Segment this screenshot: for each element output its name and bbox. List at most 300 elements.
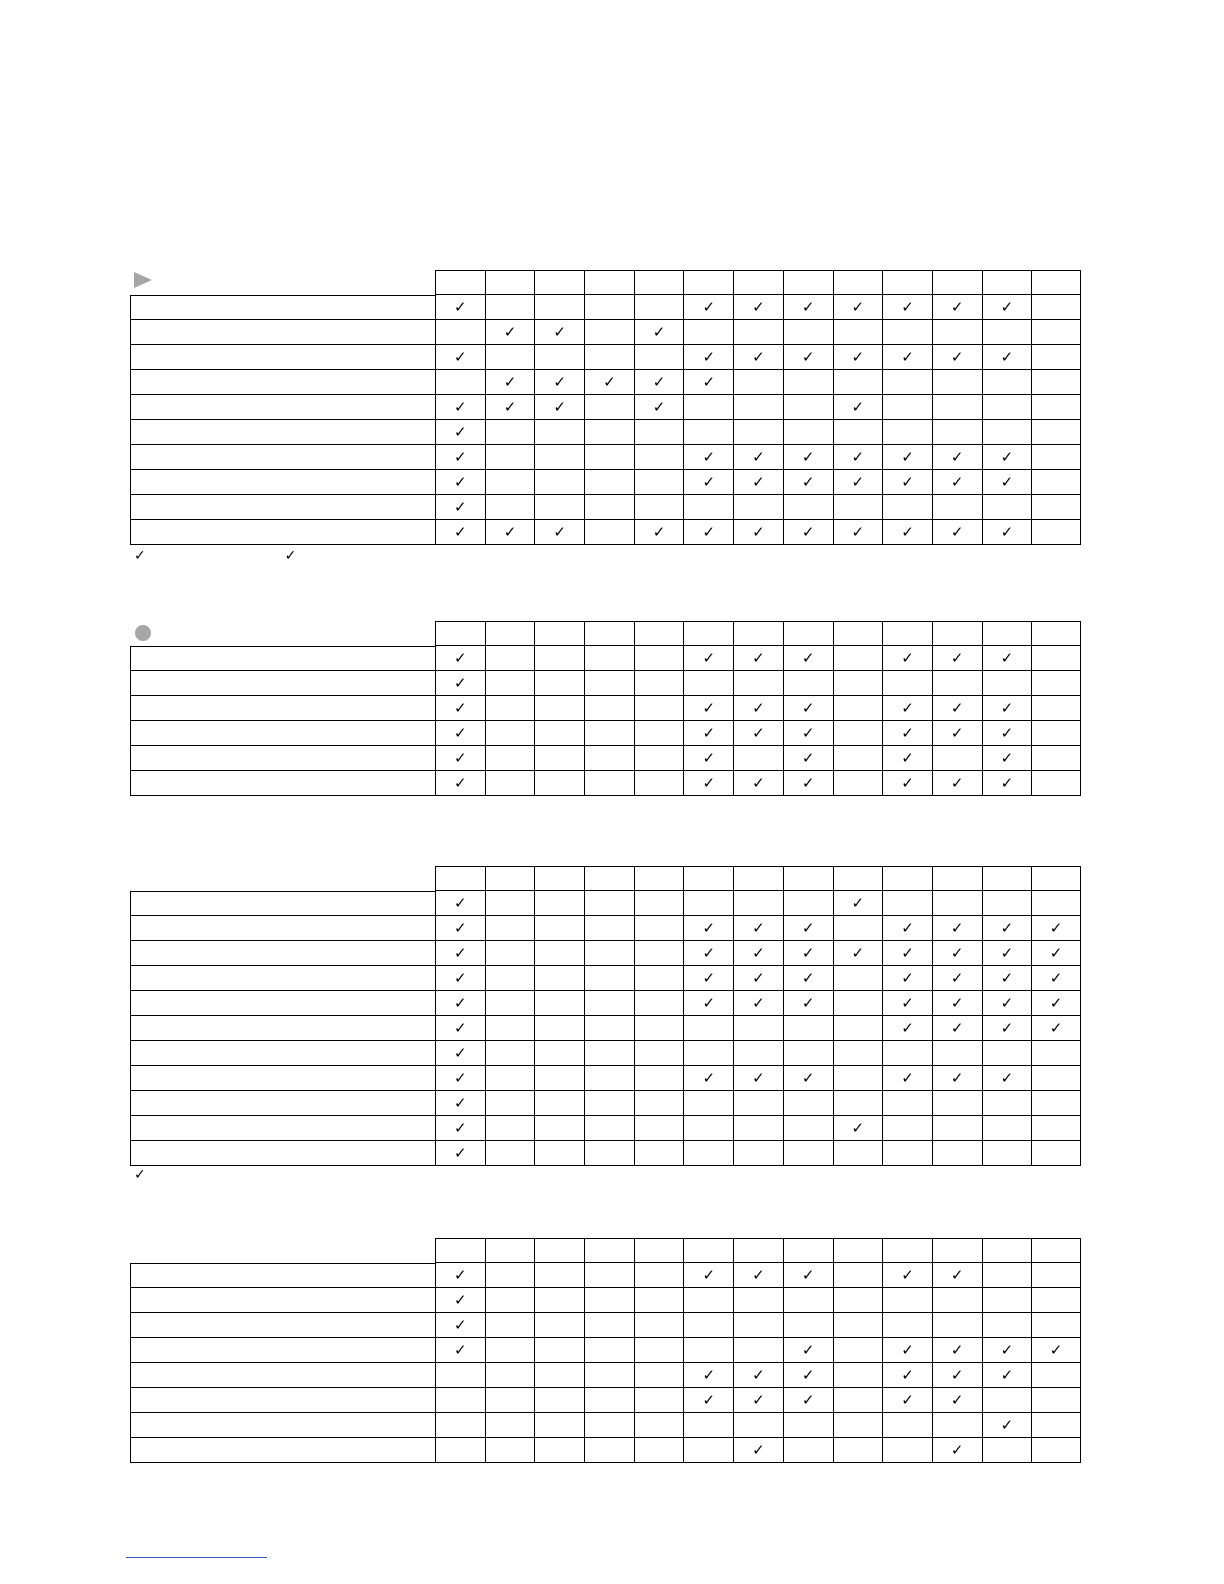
empty-cell — [634, 1066, 684, 1091]
empty-cell — [1031, 1116, 1081, 1141]
header-cell — [932, 866, 982, 891]
empty-cell — [683, 891, 733, 916]
check-cell — [882, 520, 932, 545]
check-icon: ✓ — [950, 1365, 964, 1384]
table-row — [130, 721, 1081, 746]
check-icon: ✓ — [454, 943, 467, 962]
check-icon: ✓ — [801, 943, 815, 962]
empty-cell — [634, 696, 684, 721]
empty-cell — [584, 991, 634, 1016]
check-icon: ✓ — [950, 1265, 964, 1284]
check-cell — [783, 771, 833, 796]
empty-cell — [982, 320, 1032, 345]
check-cell — [733, 646, 783, 671]
check-cell — [932, 1438, 982, 1463]
check-cell — [882, 771, 932, 796]
empty-cell — [833, 1413, 883, 1438]
check-cell — [1031, 991, 1081, 1016]
header-cell — [882, 1238, 932, 1263]
check-cell — [882, 1338, 932, 1363]
check-cell — [932, 1066, 982, 1091]
table-row — [130, 916, 1081, 941]
empty-cell — [584, 1116, 634, 1141]
empty-cell — [534, 1388, 584, 1413]
check-cell — [932, 771, 982, 796]
check-cell — [882, 746, 932, 771]
check-icon: ✓ — [752, 993, 765, 1012]
check-cell — [534, 320, 584, 345]
check-cell — [683, 345, 733, 370]
check-icon: ✓ — [702, 372, 716, 391]
header-cell — [485, 1238, 535, 1263]
empty-cell — [882, 495, 932, 520]
row-label — [130, 1141, 435, 1166]
row-label — [130, 1263, 435, 1288]
check-cell — [435, 1313, 485, 1338]
check-icon: ✓ — [1000, 698, 1014, 717]
empty-cell — [833, 696, 883, 721]
check-icon: ✓ — [1000, 1018, 1014, 1037]
row-label — [130, 671, 435, 696]
row-label — [130, 495, 435, 520]
empty-cell — [534, 696, 584, 721]
check-cell — [982, 345, 1032, 370]
check-cell — [733, 520, 783, 545]
empty-cell — [584, 1066, 634, 1091]
check-cell — [982, 916, 1032, 941]
row-label — [130, 1338, 435, 1363]
table-row — [130, 1288, 1081, 1313]
empty-cell — [982, 1263, 1032, 1288]
header-cell — [1031, 621, 1081, 646]
check-icon: ✓ — [454, 497, 467, 516]
empty-cell — [584, 1091, 634, 1116]
check-icon: ✓ — [454, 297, 467, 316]
check-cell — [435, 1066, 485, 1091]
empty-cell — [485, 1116, 535, 1141]
empty-cell — [733, 1041, 783, 1066]
empty-cell — [534, 1263, 584, 1288]
check-cell — [733, 445, 783, 470]
check-cell — [733, 1363, 783, 1388]
table-header-row — [130, 621, 1081, 646]
check-cell — [683, 445, 733, 470]
check-icon: ✓ — [901, 1365, 914, 1384]
empty-cell — [733, 1016, 783, 1041]
check-cell — [783, 966, 833, 991]
row-label — [130, 1438, 435, 1463]
check-icon: ✓ — [752, 347, 765, 366]
check-icon: ✓ — [1000, 472, 1014, 491]
check-icon: ✓ — [950, 648, 964, 667]
empty-cell — [1031, 1438, 1081, 1463]
check-icon: ✓ — [901, 968, 914, 987]
check-icon: ✓ — [851, 1118, 865, 1137]
empty-cell — [485, 295, 535, 320]
check-icon: ✓ — [1049, 1340, 1063, 1359]
check-icon: ✓ — [1000, 447, 1014, 466]
empty-cell — [534, 495, 584, 520]
check-cell — [435, 295, 485, 320]
row-label — [130, 420, 435, 445]
empty-cell — [932, 1288, 982, 1313]
check-icon: ✓ — [1049, 993, 1063, 1012]
empty-cell — [634, 1116, 684, 1141]
check-cell — [485, 520, 535, 545]
empty-cell — [634, 966, 684, 991]
header-cell — [584, 621, 634, 646]
check-cell — [1031, 966, 1081, 991]
empty-cell — [634, 1141, 684, 1166]
table-row — [130, 1388, 1081, 1413]
check-cell — [783, 1263, 833, 1288]
table-row — [130, 1091, 1081, 1116]
check-cell — [683, 295, 733, 320]
check-cell — [435, 646, 485, 671]
empty-cell — [634, 470, 684, 495]
row-label — [130, 991, 435, 1016]
check-cell — [932, 1263, 982, 1288]
empty-cell — [882, 370, 932, 395]
empty-cell — [534, 721, 584, 746]
check-cell — [435, 1288, 485, 1313]
check-cell — [435, 771, 485, 796]
check-icon: ✓ — [801, 1265, 815, 1284]
check-icon: ✓ — [1000, 347, 1014, 366]
row-label — [130, 1016, 435, 1041]
check-cell — [1031, 916, 1081, 941]
check-icon: ✓ — [801, 748, 815, 767]
check-icon: ✓ — [652, 322, 666, 341]
check-cell — [932, 941, 982, 966]
header-cell — [733, 1238, 783, 1263]
empty-cell — [435, 1413, 485, 1438]
check-cell — [982, 445, 1032, 470]
check-cell — [683, 520, 733, 545]
empty-cell — [584, 420, 634, 445]
check-cell — [882, 1016, 932, 1041]
table-row — [130, 520, 1081, 545]
check-icon: ✓ — [801, 1390, 815, 1409]
check-icon: ✓ — [454, 1290, 467, 1309]
empty-cell — [833, 320, 883, 345]
empty-cell — [584, 295, 634, 320]
table-row — [130, 470, 1081, 495]
checklist-table-1 — [130, 270, 1081, 545]
check-cell — [932, 721, 982, 746]
header-cell — [833, 1238, 883, 1263]
check-cell — [833, 891, 883, 916]
empty-cell — [833, 370, 883, 395]
empty-cell — [435, 370, 485, 395]
row-label — [130, 295, 435, 320]
empty-cell — [932, 420, 982, 445]
check-cell — [882, 1066, 932, 1091]
empty-cell — [1031, 1066, 1081, 1091]
check-icon: ✓ — [1049, 968, 1063, 987]
empty-cell — [435, 1363, 485, 1388]
empty-cell — [1031, 1041, 1081, 1066]
empty-cell — [485, 1363, 535, 1388]
table-row — [130, 445, 1081, 470]
empty-cell — [1031, 1141, 1081, 1166]
header-cell — [634, 621, 684, 646]
check-icon: ✓ — [553, 372, 566, 391]
check-icon: ✓ — [950, 297, 964, 316]
row-label — [130, 1413, 435, 1438]
row-label — [130, 445, 435, 470]
row-label — [130, 916, 435, 941]
empty-cell — [783, 1016, 833, 1041]
row-label — [130, 1116, 435, 1141]
check-icon: ✓ — [901, 1018, 914, 1037]
row-label — [130, 1066, 435, 1091]
table-header-row — [130, 270, 1081, 295]
row-label — [130, 966, 435, 991]
check-cell — [1031, 1338, 1081, 1363]
check-cell — [435, 891, 485, 916]
empty-cell — [733, 1116, 783, 1141]
check-icon: ✓ — [950, 472, 964, 491]
row-label — [130, 646, 435, 671]
check-cell — [882, 470, 932, 495]
check-cell — [683, 370, 733, 395]
header-cell — [882, 621, 932, 646]
check-icon: ✓ — [901, 347, 914, 366]
empty-cell — [733, 1313, 783, 1338]
footer-link-underline — [126, 1557, 267, 1558]
empty-cell — [584, 1388, 634, 1413]
check-cell — [683, 966, 733, 991]
empty-cell — [584, 445, 634, 470]
check-icon: ✓ — [801, 472, 815, 491]
empty-cell — [833, 1363, 883, 1388]
header-label — [130, 866, 435, 891]
check-cell — [683, 746, 733, 771]
check-icon: ✓ — [702, 648, 716, 667]
empty-cell — [932, 495, 982, 520]
empty-cell — [584, 495, 634, 520]
row-label — [130, 1363, 435, 1388]
header-cell — [634, 1238, 684, 1263]
check-icon: ✓ — [950, 943, 964, 962]
check-cell — [435, 395, 485, 420]
check-icon: ✓ — [752, 648, 765, 667]
check-cell — [435, 1116, 485, 1141]
row-label — [130, 941, 435, 966]
check-icon: ✓ — [901, 648, 914, 667]
check-cell — [783, 916, 833, 941]
check-cell — [932, 991, 982, 1016]
legend-1 — [134, 549, 296, 563]
check-icon: ✓ — [950, 1440, 964, 1459]
empty-cell — [485, 1263, 535, 1288]
check-icon: ✓ — [901, 1340, 914, 1359]
empty-cell — [534, 941, 584, 966]
empty-cell — [733, 495, 783, 520]
empty-cell — [982, 1091, 1032, 1116]
check-cell — [783, 696, 833, 721]
check-cell — [683, 916, 733, 941]
empty-cell — [982, 420, 1032, 445]
check-icon: ✓ — [702, 1068, 716, 1087]
empty-cell — [683, 1313, 733, 1338]
empty-cell — [882, 1116, 932, 1141]
check-icon: ✓ — [454, 1118, 467, 1137]
empty-cell — [833, 991, 883, 1016]
check-icon: ✓ — [950, 1390, 964, 1409]
check-cell — [683, 1363, 733, 1388]
check-icon: ✓ — [801, 993, 815, 1012]
check-icon: ✓ — [454, 522, 467, 541]
check-cell — [982, 696, 1032, 721]
header-cell — [683, 1238, 733, 1263]
empty-cell — [485, 1016, 535, 1041]
check-icon: ✓ — [1000, 522, 1014, 541]
empty-cell — [733, 746, 783, 771]
check-cell — [932, 470, 982, 495]
check-icon: ✓ — [553, 397, 566, 416]
checklist-table-2 — [130, 621, 1081, 796]
empty-cell — [932, 1116, 982, 1141]
check-icon: ✓ — [801, 1365, 815, 1384]
empty-cell — [1031, 721, 1081, 746]
header-cell — [932, 270, 982, 295]
empty-cell — [584, 320, 634, 345]
check-icon: ✓ — [1049, 943, 1063, 962]
check-icon: ✓ — [950, 522, 964, 541]
empty-cell — [733, 1141, 783, 1166]
check-icon: ✓ — [454, 1143, 467, 1162]
header-cell — [783, 866, 833, 891]
check-icon: ✓ — [901, 522, 914, 541]
check-cell — [435, 991, 485, 1016]
check-icon: ✓ — [702, 968, 716, 987]
check-cell — [534, 520, 584, 545]
check-icon: ✓ — [553, 322, 566, 341]
empty-cell — [634, 295, 684, 320]
empty-cell — [584, 1313, 634, 1338]
empty-cell — [485, 966, 535, 991]
empty-cell — [932, 370, 982, 395]
check-cell — [435, 345, 485, 370]
check-icon: ✓ — [454, 773, 467, 792]
header-cell — [733, 621, 783, 646]
empty-cell — [882, 395, 932, 420]
empty-cell — [634, 345, 684, 370]
check-cell — [783, 746, 833, 771]
check-cell — [982, 991, 1032, 1016]
empty-cell — [634, 1041, 684, 1066]
check-cell — [1031, 941, 1081, 966]
legend-3 — [134, 1168, 146, 1182]
check-cell — [882, 345, 932, 370]
check-icon: ✓ — [702, 472, 716, 491]
empty-cell — [932, 891, 982, 916]
check-icon: ✓ — [503, 322, 517, 341]
check-cell — [982, 295, 1032, 320]
table-row — [130, 1438, 1081, 1463]
check-cell — [733, 1263, 783, 1288]
table-header-row — [130, 866, 1081, 891]
empty-cell — [683, 671, 733, 696]
check-icon: ✓ — [950, 1068, 964, 1087]
check-cell — [783, 1363, 833, 1388]
check-cell — [932, 646, 982, 671]
header-cell — [683, 270, 733, 295]
empty-cell — [1031, 771, 1081, 796]
empty-cell — [783, 1438, 833, 1463]
check-icon: ✓ — [801, 698, 815, 717]
empty-cell — [882, 1438, 932, 1463]
empty-cell — [882, 1041, 932, 1066]
empty-cell — [485, 991, 535, 1016]
table-row — [130, 395, 1081, 420]
check-cell — [932, 1363, 982, 1388]
empty-cell — [485, 891, 535, 916]
empty-cell — [485, 345, 535, 370]
check-icon: ✓ — [851, 297, 865, 316]
legend-check-mark: ✓ — [284, 548, 297, 564]
empty-cell — [833, 495, 883, 520]
row-label — [130, 891, 435, 916]
check-icon: ✓ — [1000, 297, 1014, 316]
check-icon: ✓ — [454, 993, 467, 1012]
empty-cell — [882, 1091, 932, 1116]
row-label — [130, 470, 435, 495]
row-label — [130, 746, 435, 771]
header-cell — [534, 1238, 584, 1263]
check-cell — [783, 1066, 833, 1091]
empty-cell — [485, 1288, 535, 1313]
check-icon: ✓ — [752, 1265, 765, 1284]
header-cell — [882, 866, 932, 891]
empty-cell — [733, 671, 783, 696]
empty-cell — [1031, 1263, 1081, 1288]
empty-cell — [485, 646, 535, 671]
check-cell — [882, 295, 932, 320]
check-cell — [833, 295, 883, 320]
check-icon: ✓ — [1000, 1365, 1014, 1384]
check-icon: ✓ — [801, 347, 815, 366]
header-cell — [584, 270, 634, 295]
check-icon: ✓ — [801, 447, 815, 466]
check-icon: ✓ — [702, 447, 716, 466]
check-icon: ✓ — [1000, 968, 1014, 987]
empty-cell — [683, 1288, 733, 1313]
check-icon: ✓ — [801, 1068, 815, 1087]
check-icon: ✓ — [752, 297, 765, 316]
table-row — [130, 1141, 1081, 1166]
check-icon: ✓ — [454, 472, 467, 491]
check-icon: ✓ — [454, 673, 467, 692]
empty-cell — [1031, 1313, 1081, 1338]
check-icon: ✓ — [950, 968, 964, 987]
check-cell — [783, 721, 833, 746]
empty-cell — [683, 1141, 733, 1166]
check-cell — [783, 470, 833, 495]
check-icon: ✓ — [851, 472, 865, 491]
check-cell — [435, 966, 485, 991]
empty-cell — [982, 1116, 1032, 1141]
check-cell — [783, 295, 833, 320]
table-row — [130, 771, 1081, 796]
table-row — [130, 891, 1081, 916]
legend-check-mark: ✓ — [134, 1167, 146, 1183]
check-cell — [982, 520, 1032, 545]
empty-cell — [783, 1091, 833, 1116]
empty-cell — [534, 966, 584, 991]
